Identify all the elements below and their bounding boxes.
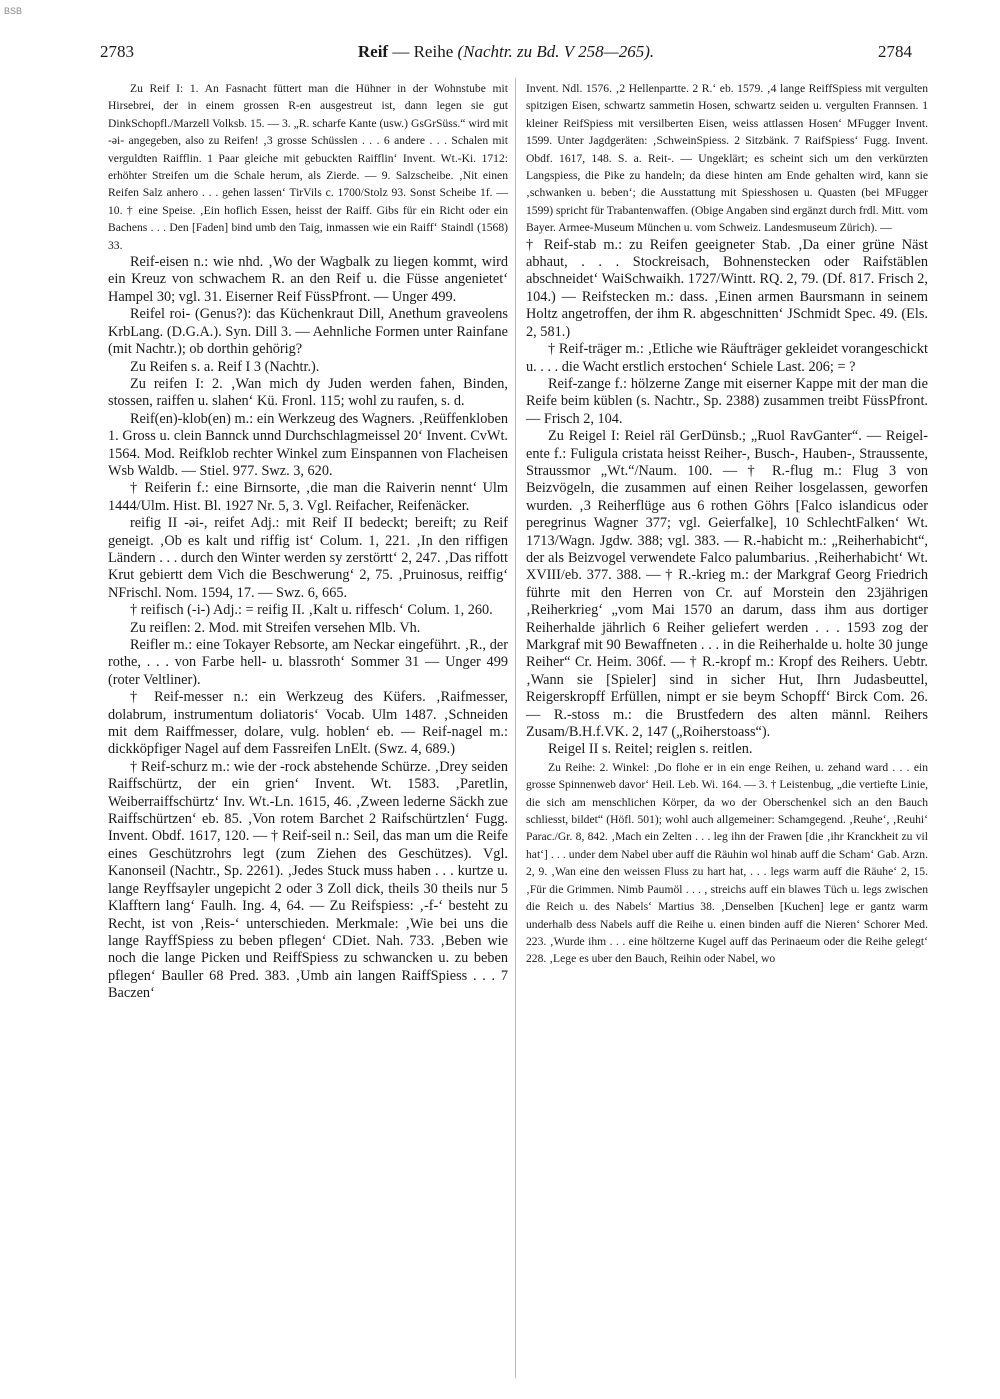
dictionary-entry: † reifisch (-i-) Adj.: = reifig II. ‚Kalt u. riffesch‘ Colum. 1, 260.: [130, 602, 493, 619]
page-header: [100, 42, 912, 64]
dictionary-entry: Reifler m.: eine Tokayer Rebsorte, am Neckar eingeführt. ‚R., der rothe, . . . von Farbe hell- u. blassroth‘ Sommer 31 — Unger 499 (roter Veltliner).: [108, 637, 508, 688]
dictionary-entry: Reifel roi- (Genus?): das Küchenkraut Dill, Anethum graveolens KrbLang. (D.G.A.). Syn. Dill 3. — Aehnliche Formen unter Rainfane (mit Nachtr.); ob dorthin gehörig?: [108, 306, 508, 358]
right-column: [526, 80, 928, 968]
running-head-word: Reif: [357, 42, 389, 61]
dictionary-entry: † Reif-stab m.: zu Reifen geeigneter Stab. ‚Da einer grüne Näst abhaut, . . . Stockreisach, Bohnenstecken oder Raifstäblen abschneidet‘ WaiSchwaikh. 1727/Wintt. RQ. 2, 79. (Df. 817. Frisch 2, 104.) — Reifstecken m.: dass. ‚Einen armen Baursmann in seinem Holtz angetroffen, der ihm R. abgeschnitten‘ JSchmidt Spec. 49. (Els. 2, 581.): [526, 236, 928, 340]
library-stamp: BSB: [4, 6, 23, 16]
page-number-right: 2784: [878, 42, 912, 61]
dictionary-entry: Zu reifen I: 2. ‚Wan mich dy Juden werden fahen, Binden, stossen, raiffen u. slahen‘ Kü. Fronl. 115; wohl zu raufen, s. d.: [108, 375, 508, 410]
running-head-reference: (Nachtr. zu Bd. V 258—265).: [457, 42, 655, 61]
column-divider: [515, 78, 516, 1378]
left-column: [108, 80, 508, 1003]
dictionary-entry: Reif-zange f.: hölzerne Zange mit eiserner Kappe mit der man die Reife beim küblen (s. Nachtr., Sp. 2388) zusammen treibt FüssPfront. — Frisch 2, 104.: [526, 375, 928, 427]
dictionary-entry: reifig II -ǝi-, reifet Adj.: mit Reif II bedeckt; bereift; zu Reif geneigt. ‚Ob es kalt und riffig ist‘ Colum. 1, 221. ‚In den riffigen Ländern . . . durch den Winter werden sy zerstörtt‘ 2, 247. ‚Das riffott Krut gebiertt dem Vich die Beschwerung‘ 2, 75. ‚Pruinosus, reiffig‘ NFrischl. Nom. 1594, 17. — Swz. 6, 665.: [108, 515, 508, 601]
dictionary-entry: Zu Reif I: 1. An Fasnacht füttert man die Hühner in der Wohnstube mit Hirsebrei, der in einem grossen R-en ausgestreut ist, dann legen sie gut DinkSchopfl./Marzell Volksb. 15. — 3. „R. scharfe Kante (usw.) GsGrSüss.“ wird mit -ǝi- angegeben, also zu Reifen! ‚3 grosse Schüsslen . . . 6 andere . . . Schalen mit verguldten Raifflin. 1 Paar gleiche mit gebuckten Raifflin‘ Invent. Wt.-Ki. 1712: erhöhter Streifen um die Schale herum, als Zierde. — 9. Salzscheibe. ‚Nit einen Reifen Salz anhero . . . gehen lassen‘ TirVils c. 1700/Stolz 93. Sonst Scheibe 1f. — 10. † eine Speise. ‚Ein hoflich Essen, heisst der Raiff. Gibs für ein Richt oder ein Bachens . . . Den [Faden] bind umb den Taig, inmassen wie ein Raiff‘ Staindl (1568) 33.: [108, 82, 508, 252]
dictionary-entry: Zu Reifen s. a. Reif I 3 (Nachtr.).: [130, 358, 320, 375]
dictionary-entry: Zu Reihe: 2. Winkel: ‚Do flohe er in ein enge Reihen, u. zehand ward . . . ein grosse Spinnenweb davor‘ Heil. Leb. Wi. 164. — 3. † Leistenbug, „die vertiefte Linie, die sich am menschlichen Körper, da wo der Oberschenkel sich an den Bauch schliesst, bildet“ (Höfl. 501); wohl auch allgemeiner: Schamgegend. ‚Reuhe‘, ‚Reuhi‘ Parac./Gr. 8, 842. ‚Mach ein Zelten . . . leg ihn der Frawen [die ‚ihr Kranckheit zu vil hat‘] . . . under dem Nabel uber auff die Räuhin wol hinab auff die Scham‘ Gab. Arzn. 2, 9. ‚Wan eine den weissen Fluss zu hart hat, . . . legs warm auff die Räuhe‘ 2, 15. ‚Für die Grimmen. Nimb Paumöl . . . , streichs auff ein blawes Tüch u. legs zwischen die Reich u. des Nabels‘ Martius 38. ‚Denselben [Kuchen] lege er gantz warm underhalb dess Nabels auff die Reihe u. einen binden auff die Nieren‘ Schorer Med. 223. ‚Wurde ihm . . . eine höltzerne Kugel auff das Perinaeum oder die Reihe gelegt‘ 228. ‚Lege es uber den Bauch, Reihin oder Nabel, wo: [526, 760, 928, 966]
dictionary-entry: Zu reiflen: 2. Mod. mit Streifen versehen Mlb. Vh.: [130, 619, 421, 636]
dictionary-entry: † Reiferin f.: eine Birnsorte, ‚die man die Raiverin nennt‘ Ulm 1444/Ulm. Hist. Bl. 1927 Nr. 5, 3. Vgl. Reifacher, Reifenäcker.: [108, 480, 508, 514]
dictionary-entry: Invent. Ndl. 1576. ‚2 Hellenpartte. 2 R.‘ eb. 1579. ‚4 lange ReiffSpiess mit vergulten spitzigen Eisen, schwartz sammetin Hosen, schwartz seiden u. vergulten Frannsen. 1 kleiner ReifSpiess mit versilberten Eisen, weiss attlassen Hosen‘ MFugger Invent. 1599. Unter Jagdgeräten: ‚SchweinSpiess. 2 Sitzbänk. 7 RaifSpiess‘ Fugg. Invent. Obdf. 1617, 148. S. a. Reit-. — Ungeklärt; es scheint sich um den verkürzten Langspiess, die Pike zu handeln; da diese hinten am Ende gehalten wird, kann sie ‚schwanken u. beben‘; die Ausstattung mit Spiesshosen u. Quasten (bei MFugger 1599) spricht für Trabantenwaffen. (Obige Angaben sind ergänzt durch frdl. Mitt. vom Bayer. Armee-Museum München u. vom Schweiz. Landesmuseum Zürich). —: [526, 82, 928, 235]
dictionary-entry: Zu Reigel I: Reiel räl GerDünsb.; „Ruol RavGanter“. — Reigel-ente f.: Fuligula cristata heisst Reiher-, Busch-, Hauben-, Straussente, Straussmor „Wt.“/Naum. 100. — † R.-flug m.: Flug 3 von Beizvögeln, die zusammen auf einen Reiher losgelassen, geworfen wurden. ‚3 Reiherflüge aus 6 rothen Göhrs [Falco islandicus oder peregrinus Wagner 377; vgl. Geierfalke], 10 SchlechtFalken‘ Wt. 1713/Wagn. Jgdw. 388; vgl. 383. — R.-habicht m.: „Reiherhabicht“, der als Beizvogel verwendete Falco palumbarius. ‚Reiherhabicht‘ Wt. XVIII/eb. 377. 388. — † R.-krieg m.: der Markgraf Georg Friedrich führte mit den Herren von Cr. auf Morstein den 23jährigen ‚Reiherkrieg‘ „vom Mai 1570 an darum, dass ihm aus dortiger Reiherhalde jährlich 6 Reiher geliefert werden . . . 1593 zog der Markgraf mit 90 Bewaffneten . . . in die Reiherhalde u. holte 30 junge Reiher“ Cr. Heim. 306f. — † R.-kropf m.: Kropf des Reihers. Uebtr. ‚Wann sie [Spieler] sind in sicher Hut, Ihrn Judasbeuttel, Reigerskropff Erfüllen, nimpt er sie beym Schopff‘ Birck Com. 26. — R.-stoss m.: die Brustfedern des alten männl. Reihers Zusam/B.H.f.VK. 2, 147 („Roiherstoass“).: [526, 428, 928, 741]
dictionary-entry: Reif(en)-klob(en) m.: ein Werkzeug des Wagners. ‚Reüffenkloben 1. Gross u. clein Bannck unnd Durchschlagmeissel 20‘ Invent. CvWt. 1564. Mod. Reifklob rechter Winkel zum Einspannen von Flacheisen Wsb Waldb. — Stiel. 977. Swz. 3, 620.: [108, 410, 508, 479]
dictionary-entry: † Reif-messer n.: ein Werkzeug des Küfers. ‚Raifmesser, dolabrum, instrumentum doliatoris‘ Vocab. Ulm 1487. ‚Schneiden mit dem Raiffmesser, dolare, vulg. hoblen‘ eb. — Reif-nagel m.: dickköpfiger Nagel auf dem Fassreifen LnElt. (Swz. 4, 689.): [108, 689, 508, 758]
page-number-left: 2783: [100, 42, 134, 61]
dictionary-entry: † Reif-träger m.: ‚Etliche wie Räufträger gekleidet vorangeschickt u. . . . die Wacht erstlich erstochen‘ Schiele Last. 206; = ?: [526, 341, 928, 375]
running-head-mid: — Reihe: [388, 42, 458, 61]
dictionary-entry: † Reif-schurz m.: wie der -rock abstehende Schürze. ‚Drey seiden Raiffschürtz, der ein grien‘ Invent. Wt. 1583. ‚Paretlin, Weiberraiffschürtz‘ Inv. Wt.-Ln. 1615, 46. ‚Zween lederne Säckh zue Raiffschürtzen‘ eb. 85. ‚Von rotem Barchet 2 Raifschürtzlen‘ Fugg. Invent. Obdf. 1617, 120. — † Reif-seil n.: Seil, das man um die Reife eines Geschützrohrs legt (zum Ziehen des Geschützes). Vgl. Kanonseil (Nachtr., Sp. 2261). ‚Jedes Stuck muss haben . . . kurtze u. lange Reyffsayler ungepicht 2 oder 3 Zoll dick, theils 30 theils nur 5 Klafftern lang‘ Faulh. Ing. 4, 64. — Zu Reifspiess: ‚-f-‘ besteht zu Recht, ist von ‚Reis-‘ unterschieden. Merkmale: ‚Wie bei uns die lange RayffSpiess zu beben pflegen‘ CDiet. Nah. 733. ‚Beben wie noch die lange Picken und ReiffSpiess zu schwancken u. zu beben pflegen‘ Bauller 68 Pred. 383. ‚Umb ain langen RaiffSpiess . . . 7 Baczen‘: [108, 758, 508, 1002]
dictionary-entry: Reigel II s. Reitel; reiglen s. reitlen.: [548, 741, 753, 758]
running-head: [100, 42, 912, 62]
dictionary-entry: Reif-eisen n.: wie nhd. ‚Wo der Wagbalk zu liegen kommt, wird ein Kreuz von schwachem R. an den Reif u. die Füsse angenietet‘ Hampel 30; vgl. 31. Eiserner Reif FüssPfront. — Unger 499.: [108, 254, 508, 305]
